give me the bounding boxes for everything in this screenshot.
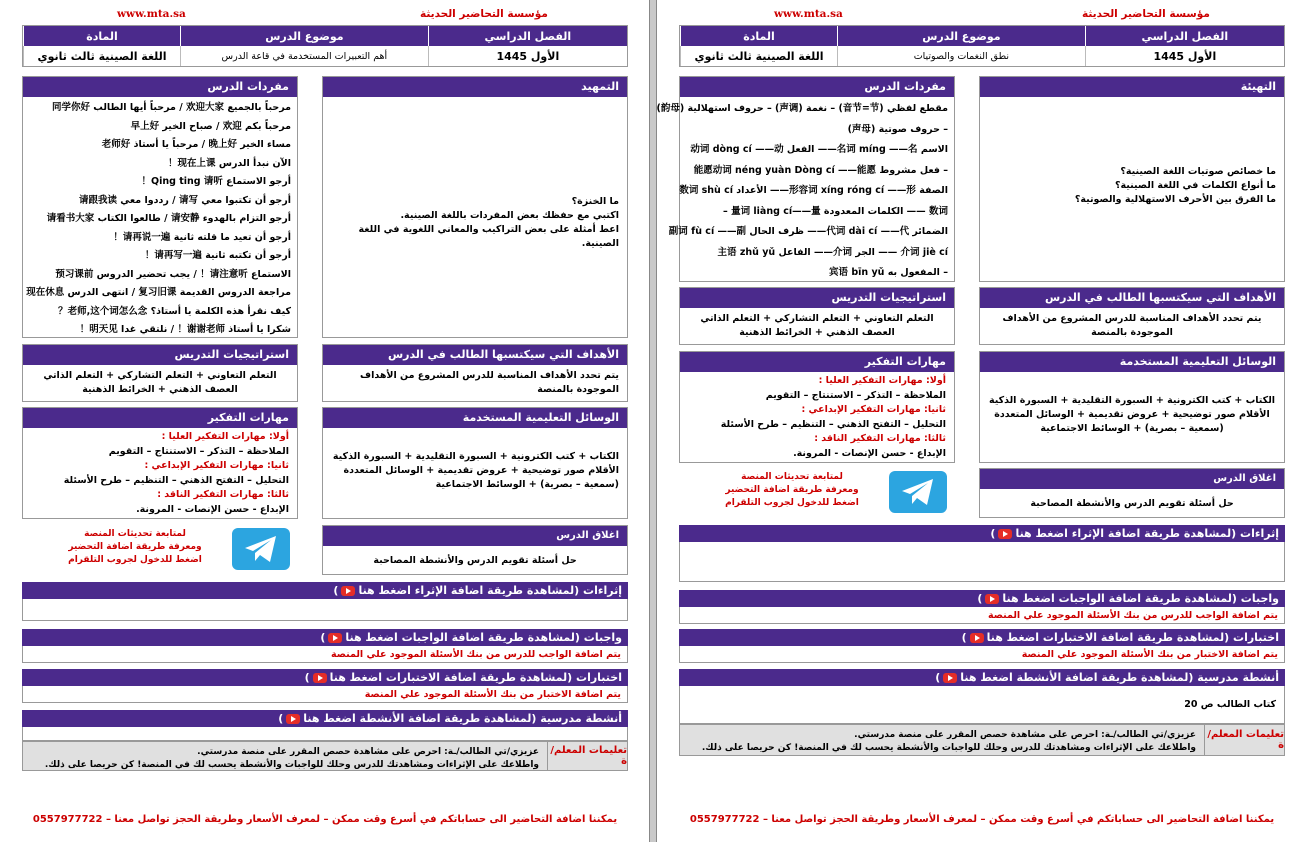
vocab-line: أرجو أن تكتبوا معي 请写 / رددوا معي 请跟我读 — [78, 194, 291, 206]
promo-line1: لمتابعة تحديثات المنصة — [741, 472, 843, 482]
warmup-body — [323, 97, 627, 255]
strategies-line1: التعلم التعاوني + التعلم التشاركي + التعلم الذاتي — [43, 370, 277, 381]
promo-line2: ومعرفة طريقة اضافة التحضير — [725, 485, 859, 495]
skills-c-title: ثالثا: مهارات التفكير الناقد : — [157, 489, 289, 500]
strategies-title: استراتيجيات التدريس — [23, 345, 297, 365]
site-url[interactable]: www.mta.sa — [117, 8, 186, 20]
vocab-list — [23, 97, 297, 342]
warmup-q3: ما الفرق بين الأحرف الاستهلالية والصوتية؟ — [1074, 194, 1276, 205]
strategies-section — [22, 344, 298, 402]
teacher-instructions — [22, 741, 628, 771]
promo-line3: اضغط للدخول لجروب التلقرام — [725, 498, 859, 508]
warmup-title: التمهيد — [323, 77, 627, 97]
tools-body — [980, 372, 1284, 440]
activities-label: أنشطة مدرسية (لمشاهدة طريقة اضافة الأنشطة اضغط هنا — [303, 712, 622, 725]
skills-b-text: التحليل – التفتح الذهني – التنظيم – طرح الأسئلة — [720, 418, 946, 430]
goals-title: الأهداف التي سيكتسبها الطالب في الدرس — [323, 345, 627, 365]
vocab-line: – المفعول به 宾语 bīn yǔ — [829, 267, 948, 278]
youtube-icon[interactable] — [970, 633, 984, 643]
lesson-info-table — [679, 25, 1285, 67]
activities-content — [22, 727, 628, 741]
skills-c-text: الإبداع - حسن الإنصات - المرونة. — [793, 447, 946, 459]
tools-title: الوسائل التعليمية المستخدمة — [980, 352, 1284, 372]
teacher-label: تعليمات المعلم/ة — [547, 742, 627, 770]
enrichment-label: إثراءات (لمشاهدة طريقة اضافة الإثراء اضغط هنا — [358, 584, 622, 597]
vocab-section — [656, 76, 955, 282]
vocab-title: مفردات الدرس — [23, 77, 297, 97]
vocab-line: مرحباً بكم 欢迎 / صباح الخير 早上好 — [130, 120, 291, 132]
teacher-text — [680, 725, 1204, 755]
skills-a-title: أولا: مهارات التفكير العليا : — [161, 431, 289, 442]
teacher-line2: واطلاعك على الإثراءات ومشاهدتك للدرس وحلك للواجبات والأنشطة يحسب لك في المنصة! كن حريصا على ذلك. — [701, 743, 1196, 753]
skills-section — [679, 351, 955, 463]
strategies-line1: التعلم التعاوني + التعلم التشاركي + التعلم الذاتي — [700, 313, 934, 324]
youtube-icon[interactable] — [286, 714, 300, 724]
skills-body — [680, 372, 954, 465]
tests-band[interactable]: اختبارات (لمشاهدة طريقة اضافة الاختبارات اضغط هنا) — [679, 629, 1285, 646]
telegram-promo-text[interactable] — [717, 471, 867, 510]
footer-contact[interactable]: يمكننا اضافة التحاضير الى حساباتكم في أسرع وقت ممكن – لمعرف الأسعار وطريقة الحجز تواصل معنا – 0557977722 — [689, 814, 1275, 825]
tools-body — [323, 428, 627, 496]
enrichment-content — [22, 599, 628, 621]
vocab-line: الآن نبدأ الدرس 现在上课！ — [168, 157, 291, 169]
telegram-icon[interactable] — [889, 471, 947, 513]
vocab-line: كيف نقرأ هذه الكلمة يا أستاذ؟ 老师,这个词怎么念？ — [58, 305, 291, 317]
activities-band[interactable]: أنشطة مدرسية (لمشاهدة طريقة اضافة الأنشطة اضغط هنا) — [22, 710, 628, 727]
vocab-line: شكرا يا أستاذ 谢谢老师！ / نلتقي غدا 明天见！ — [79, 324, 291, 335]
topic-header: موضوع الدرس — [180, 26, 428, 46]
telegram-icon[interactable] — [232, 528, 290, 570]
strategies-line2: العصف الذهني + الخرائط الذهنية — [739, 327, 895, 338]
teacher-line2: واطلاعك على الإثراءات ومشاهدتك للدرس وحلك للواجبات والأنشطة يحسب لك في المنصة! كن حريصا على ذلك. — [44, 760, 539, 770]
warmup-section — [322, 76, 628, 338]
subject-header: المادة — [680, 26, 837, 46]
semester-header: الفصل الدراسي — [1085, 26, 1284, 46]
semester-value: الأول 1445 — [1085, 46, 1284, 66]
closing-section — [979, 468, 1285, 518]
goals-section — [322, 344, 628, 402]
youtube-icon[interactable] — [943, 673, 957, 683]
tools-line2: الأقلام صور توضيحية + عروض تقديمية + الوسائل المتعددة — [994, 409, 1270, 420]
closing-section — [322, 525, 628, 575]
skills-title: مهارات التفكير — [23, 408, 297, 428]
skills-a-text: الملاحظة – التذكر – الاستنتاج – التقويم — [765, 389, 946, 401]
teacher-text — [23, 742, 547, 770]
activities-content — [679, 686, 1285, 724]
tools-title: الوسائل التعليمية المستخدمة — [323, 408, 627, 428]
subject-value: اللغة الصينية ثالث ثانوي — [680, 46, 837, 66]
tools-line3: (سمعية – بصرية) + الوسائط الاجتماعية — [1040, 423, 1224, 434]
vocab-line: أرجو أن تكتبه ثانية 请再写一遍！ — [144, 250, 291, 261]
closing-title: اغلاق الدرس — [323, 526, 627, 546]
vocab-line: مقطع لفظي (音节=节) – نغمة (声调) – حروف استهلالية (韵母) — [656, 103, 948, 114]
semester-header: الفصل الدراسي — [428, 26, 627, 46]
youtube-icon[interactable] — [313, 673, 327, 683]
promo-line1: لمتابعة تحديثات المنصة — [84, 529, 186, 539]
skills-body — [23, 428, 297, 521]
tools-line1: الكتاب + كتب الكترونية + السبورة التقليدية + السبورة الذكية — [988, 395, 1276, 406]
vocab-line: – حروف صوتية (声母) — [847, 123, 948, 135]
enrichment-band[interactable]: إثراءات (لمشاهدة طريقة اضافة الإثراء اضغط هنا) — [22, 582, 628, 599]
tools-line3: (سمعية – بصرية) + الوسائط الاجتماعية — [435, 479, 619, 490]
site-url[interactable]: www.mta.sa — [774, 8, 843, 20]
org-name: مؤسسة التحاضير الحديثة — [420, 8, 548, 20]
org-name: مؤسسة التحاضير الحديثة — [1082, 8, 1210, 20]
vocab-line: 数词 —— الكلمات المعدودة 量词 liàng cí——量 – — [723, 205, 948, 217]
homework-label: واجبات (لمشاهدة طريقة اضافة الواجبات اضغط هنا — [345, 631, 622, 644]
tests-note: يتم اضافة الاختبار من بنك الأسئلة الموجود علي المنصة — [22, 686, 628, 703]
warmup-q3: اعط أمثلة على بعض التراكيب والمعاني اللغوية في اللغة الصينية. — [358, 224, 619, 249]
vocab-list — [656, 97, 954, 286]
skills-section — [22, 407, 298, 519]
tests-note: يتم اضافة الاختبار من بنك الأسئلة الموجود علي المنصة — [679, 646, 1285, 663]
goals-text: يتم تحدد الأهداف المناسبة للدرس المشروع من الأهداف الموجودة بالمنصة — [1002, 313, 1262, 338]
warmup-q1: ما الخنزة؟ — [571, 196, 619, 207]
closing-text: حل أسئلة تقويم الدرس والأنشطة المصاحبة — [373, 555, 577, 566]
vocab-line: مرحباً بالجميع 欢迎大家 / مرحباً أيها الطالب 同学你好 — [51, 102, 291, 113]
vocab-section — [22, 76, 298, 338]
homework-label: واجبات (لمشاهدة طريقة اضافة الواجبات اضغط هنا — [1002, 592, 1279, 605]
vocab-line: أرجو الاستماع Qing ting 请听！ — [141, 176, 291, 187]
skills-a-title: أولا: مهارات التفكير العليا : — [818, 375, 946, 386]
tools-line1: الكتاب + كتب الكترونية + السبورة التقليدية + السبورة الذكية — [332, 451, 619, 462]
warmup-q1: ما خصائص صوتيات اللغة الصينية؟ — [1120, 166, 1276, 177]
skills-c-title: ثالثا: مهارات التفكير الناقد : — [814, 433, 946, 444]
youtube-icon[interactable] — [998, 529, 1012, 539]
teacher-label: تعليمات المعلم/ة — [1204, 725, 1284, 755]
skills-b-text: التحليل – التفتح الذهني – التنظيم – طرح الأسئلة — [63, 474, 289, 486]
activities-label: أنشطة مدرسية (لمشاهدة طريقة اضافة الأنشطة اضغط هنا — [960, 671, 1279, 684]
warmup-q2: اكتبي مع حفظك بعض المفردات باللغة الصينية. — [400, 210, 619, 221]
skills-b-title: ثانيا: مهارات التفكير الإبداعي : — [144, 460, 289, 471]
enrichment-band[interactable]: إثراءات (لمشاهدة طريقة اضافة الإثراء اضغط هنا) — [679, 525, 1285, 542]
vocab-line: – فعل مشروط 能愿动词 néng yuàn Dòng cí ——能愿 — [693, 164, 948, 176]
subject-value: اللغة الصينية ثالث ثانوي — [23, 46, 180, 66]
homework-band[interactable]: واجبات (لمشاهدة طريقة اضافة الواجبات اضغط هنا) — [679, 590, 1285, 607]
enrichment-content — [679, 542, 1285, 582]
subject-header: المادة — [23, 26, 180, 46]
activities-band[interactable]: أنشطة مدرسية (لمشاهدة طريقة اضافة الأنشطة اضغط هنا) — [679, 669, 1285, 686]
closing-text: حل أسئلة تقويم الدرس والأنشطة المصاحبة — [1030, 498, 1234, 509]
lesson-info-table — [22, 25, 628, 67]
teacher-line1: عزيزي/تي الطالب/ـة: احرص على مشاهدة حصص المقرر على منصة مدرستي. — [197, 747, 539, 757]
warmup-body — [980, 97, 1284, 211]
goals-section — [979, 287, 1285, 345]
topic-header: موضوع الدرس — [837, 26, 1085, 46]
enrichment-label: إثراءات (لمشاهدة طريقة اضافة الإثراء اضغط هنا — [1015, 527, 1279, 540]
teacher-line1: عزيزي/تي الطالب/ـة: احرص على مشاهدة حصص المقرر على منصة مدرستي. — [854, 730, 1196, 740]
lesson-plan-page-2 — [656, 0, 1306, 842]
strategies-line2: العصف الذهني + الخرائط الذهنية — [82, 384, 238, 395]
tools-section — [322, 407, 628, 519]
vocab-line: الصفة 形容词 xíng róng cí ——形—— الأعداد 数词 shù cí — [679, 185, 948, 196]
telegram-promo-text[interactable] — [60, 528, 210, 567]
vocab-title: مفردات الدرس — [680, 77, 954, 97]
homework-note: يتم اضافة الواجب للدرس من بنك الأسئلة الموجود علي المنصة — [679, 607, 1285, 624]
tests-label: اختبارات (لمشاهدة طريقة اضافة الاختبارات اضغط هنا — [329, 671, 622, 684]
goals-text: يتم تحدد الأهداف المناسبة للدرس المشروع من الأهداف الموجودة بالمنصة — [360, 370, 619, 395]
youtube-icon[interactable] — [985, 594, 999, 604]
vocab-line: أرجو التزام بالهدوء 请安静 / طالعوا الكتاب 请看书大家 — [46, 213, 291, 224]
vocab-line: الضمائر 代词 dài cí ——代—— ظرف الحال 副词 fù cí ——副 — [668, 226, 948, 237]
vocab-line: الاسم 名词 míng ——名—— الفعل 动词 dòng cí ——动 — [690, 144, 948, 155]
tests-band[interactable]: اختبارات (لمشاهدة طريقة اضافة الاختبارات اضغط هنا) — [22, 669, 628, 686]
youtube-icon[interactable] — [341, 586, 355, 596]
topic-value: نطق النغمات والصوتيات — [837, 46, 1085, 66]
vocab-line: 介词 jiè cí —— الجر 介词—— الفاعل 主语 zhǔ yǔ — [717, 246, 948, 258]
goals-title: الأهداف التي سيكتسبها الطالب في الدرس — [980, 288, 1284, 308]
skills-title: مهارات التفكير — [680, 352, 954, 372]
vocab-line: مساء الخير 晚上好 / مرحباً يا أستاذ 老师好 — [101, 139, 291, 150]
activities-note: كتاب الطالب ص 20 — [1184, 699, 1276, 710]
warmup-q2: ما أنواع الكلمات في اللغة الصينية؟ — [1115, 180, 1276, 191]
semester-value: الأول 1445 — [428, 46, 627, 66]
vocab-line: مراجعة الدروس القديمة 复习旧课 / انتهى الدرس 现在休息 — [26, 287, 291, 298]
vocab-line: أرجو أن تعيد ما قلته ثانية 请再说一遍！ — [113, 231, 291, 243]
skills-c-text: الإبداع - حسن الإنصات - المرونة. — [136, 503, 289, 515]
strategies-body — [23, 365, 297, 401]
strategies-body — [680, 308, 954, 344]
tests-label: اختبارات (لمشاهدة طريقة اضافة الاختبارات اضغط هنا — [986, 631, 1279, 644]
skills-a-text: الملاحظة – التذكر – الاستنتاج – التقويم — [108, 445, 289, 457]
topic-value: أهم التعبيرات المستخدمة في قاعة الدرس — [180, 46, 428, 66]
youtube-icon[interactable] — [328, 633, 342, 643]
warmup-section — [979, 76, 1285, 282]
lesson-plan-page-1 — [0, 0, 650, 842]
homework-band[interactable]: واجبات (لمشاهدة طريقة اضافة الواجبات اضغط هنا) — [22, 629, 628, 646]
teacher-instructions — [679, 724, 1285, 756]
promo-line3: اضغط للدخول لجروب التلقرام — [68, 555, 202, 565]
vocab-line: الاستماع 请注意听！ / يجب تحضير الدروس 预习课前 — [55, 268, 291, 280]
warmup-title: التهيئة — [980, 77, 1284, 97]
skills-b-title: ثانيا: مهارات التفكير الإبداعي : — [801, 404, 946, 415]
strategies-section — [679, 287, 955, 345]
footer-contact[interactable]: يمكننا اضافة التحاضير الى حساباتكم في أسرع وقت ممكن – لمعرف الأسعار وطريقة الحجز تواصل معنا – 0557977722 — [32, 814, 618, 825]
strategies-title: استراتيجيات التدريس — [680, 288, 954, 308]
closing-title: اغلاق الدرس — [980, 469, 1284, 489]
homework-note: يتم اضافة الواجب للدرس من بنك الأسئلة الموجود علي المنصة — [22, 646, 628, 663]
promo-line2: ومعرفة طريقة اضافة التحضير — [68, 542, 202, 552]
tools-line2: الأقلام صور توضيحية + عروض تقديمية + الوسائل المتعددة — [343, 465, 619, 476]
tools-section — [979, 351, 1285, 463]
